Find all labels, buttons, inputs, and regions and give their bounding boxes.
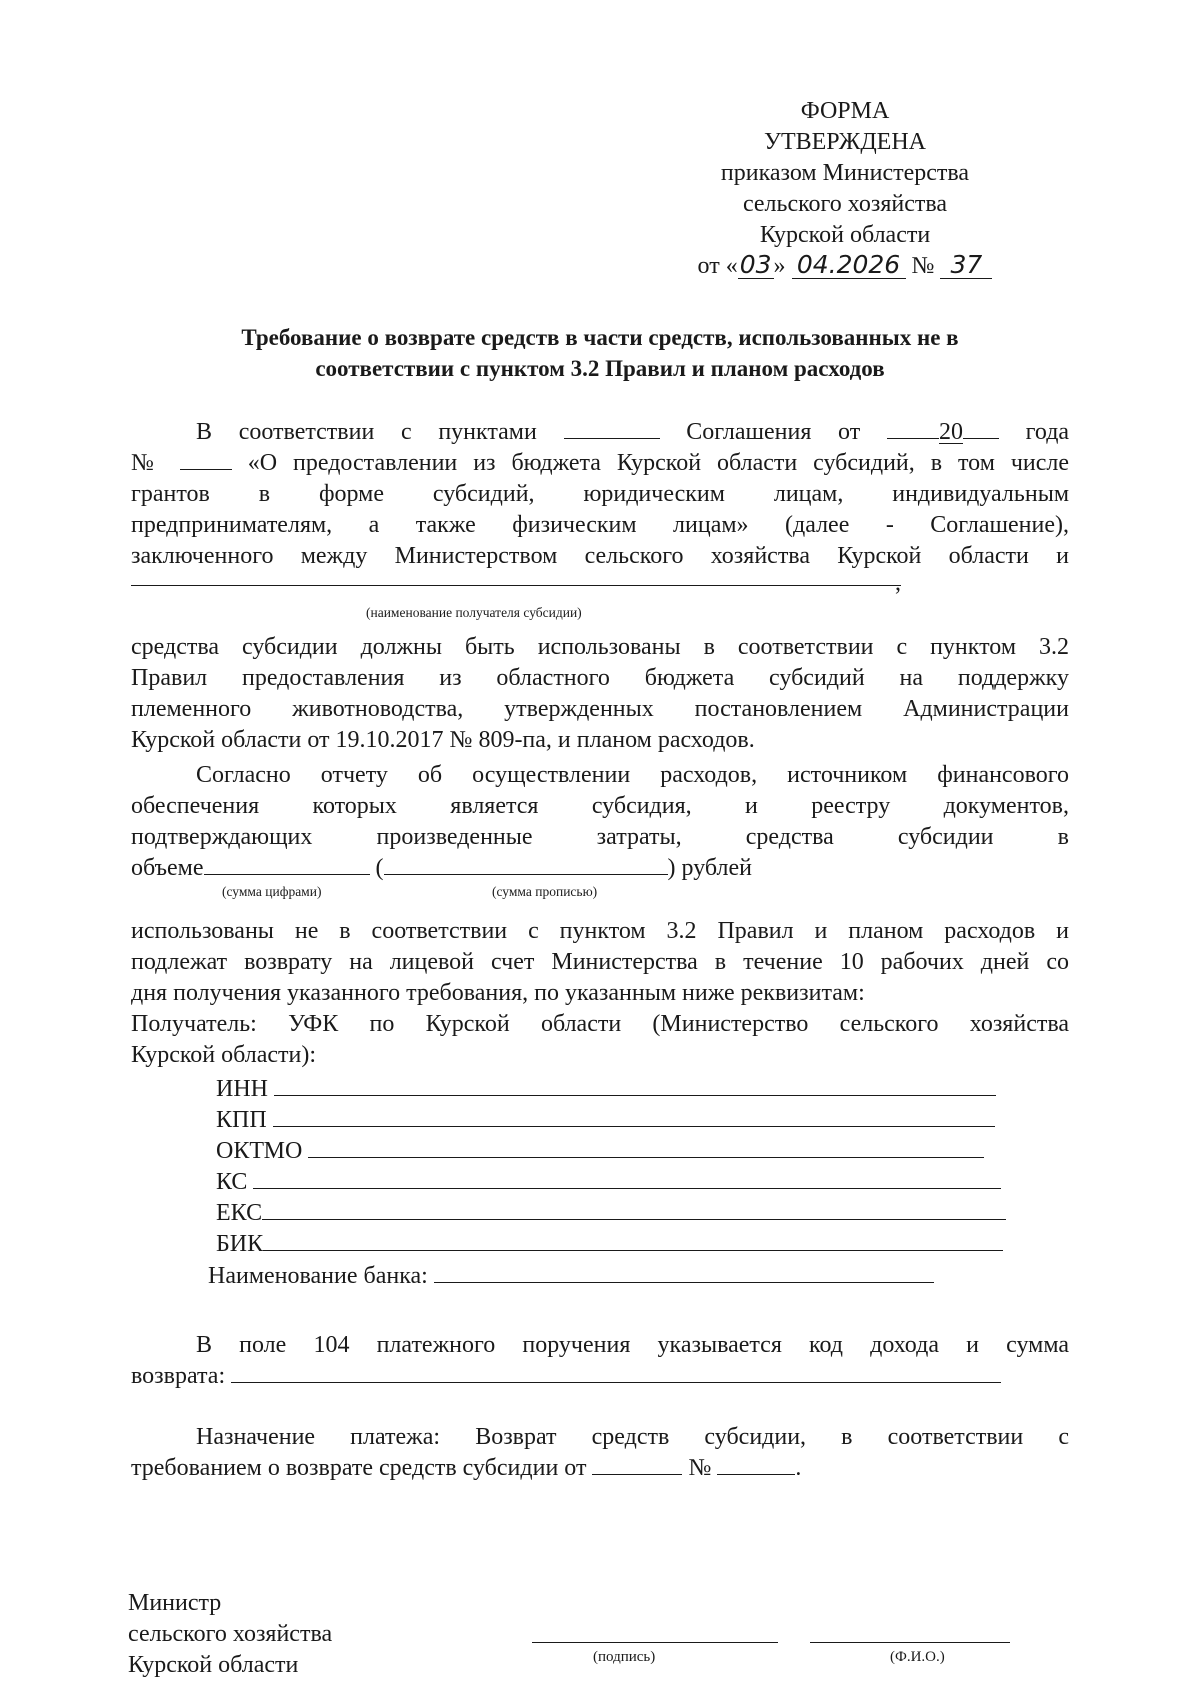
field104-line-2 <box>131 1361 1069 1392</box>
para4-line-5: Курской области): <box>131 1042 317 1068</box>
para3-line-1: Согласно отчету об осуществлении расходов, источником финансового <box>196 762 1069 788</box>
recipient-name-line <box>131 585 901 586</box>
para4-line-4: Получатель: УФК по Курской области (Министерство сельского хозяйства <box>131 1011 1069 1037</box>
para3-line-2: обеспечения которых является субсидия, и реестру документов, <box>131 793 1069 819</box>
approval-region-label: Курской области <box>759 222 931 248</box>
signature-block <box>128 1588 332 1681</box>
amount-label: объеме <box>131 855 204 881</box>
requisite-kpp-row <box>216 1104 995 1135</box>
bank-blank <box>434 1260 934 1283</box>
approval-day-handwritten: 03 <box>739 250 772 279</box>
agreement-year-prefix: 20 <box>938 419 963 445</box>
paragraph-return <box>131 916 1069 1071</box>
para2-line-2: Правил предоставления из областного бюджета субсидий на поддержку <box>131 665 1069 691</box>
para1-text-b: Соглашения от <box>686 419 861 445</box>
oktmo-label: ОКТМО <box>216 1138 303 1164</box>
recipient-comma: , <box>895 570 901 596</box>
kpp-blank <box>273 1104 995 1127</box>
signatory-title-1: Министр <box>128 1590 222 1616</box>
para1-line2-group <box>131 450 232 476</box>
agreement-year-blank <box>963 418 999 439</box>
recipient-caption: (наименование получателя субсидии) <box>366 605 582 620</box>
paragraph-agreement <box>131 417 1069 572</box>
approval-number-handwritten: 37 <box>940 252 992 279</box>
agreement-number-sign: № <box>131 450 164 476</box>
amount-words-blank <box>384 854 668 875</box>
para1-text-l2: «О предоставлении из бюджета Курской области субсидий, в том числе <box>247 450 1070 476</box>
amount-digits-blank <box>204 854 370 875</box>
purpose-number-blank <box>717 1454 795 1475</box>
title-line-1: Требование о возврате средств в части средств, использованных не в <box>241 325 959 350</box>
ks-label: КС <box>216 1169 248 1195</box>
para1-line-5: заключенного между Министерством сельского хозяйства Курской области и <box>131 543 1069 569</box>
approval-number-sign: № <box>911 253 935 279</box>
paragraph-payment-purpose <box>131 1422 1069 1484</box>
approval-order-label: приказом Министерства <box>720 160 970 186</box>
approval-block <box>680 96 1010 282</box>
approval-month-year-handwritten: 04.2026 <box>792 252 906 279</box>
field104-line-1: В поле 104 платежного поручения указывается код дохода и сумма <box>196 1332 1069 1358</box>
amount-words-caption: (сумма прописью) <box>492 884 598 899</box>
signature-line <box>532 1642 778 1643</box>
approval-quote-close: » <box>773 253 786 279</box>
signatory-title-3: Курской области <box>128 1652 299 1678</box>
para1-text-d: года <box>1025 419 1070 445</box>
agreement-year-group <box>887 419 999 445</box>
para1-text-a: В соответствии с пунктами <box>196 419 537 445</box>
approval-from-label: от « <box>697 253 738 279</box>
purpose-period: . <box>795 1455 802 1481</box>
para1-line-4: предпринимателям, а также физическим лицам» (далее - Соглашение), <box>131 512 1069 538</box>
approval-approved-label: УТВЕРЖДЕНА <box>763 129 927 155</box>
amount-currency: ) рублей <box>667 855 752 881</box>
purpose-number-sign: № <box>688 1455 712 1481</box>
amount-digits-caption: (сумма цифрами) <box>222 884 322 899</box>
para1-line-1 <box>131 417 1069 448</box>
amount-open-paren: ( <box>375 855 384 881</box>
field104-blank <box>231 1362 1001 1383</box>
eks-blank <box>262 1197 1006 1220</box>
fio-caption: (Ф.И.О.) <box>890 1649 945 1665</box>
oktmo-blank <box>308 1135 984 1158</box>
approval-ministry-label: сельского хозяйства <box>742 191 948 217</box>
para2-line-3: племенного животноводства, утвержденных постановлением Администрации <box>131 696 1069 722</box>
para1-line-3: грантов в форме субсидий, юридическим лицам, индивидуальным <box>131 481 1069 507</box>
requisite-bik-row <box>216 1228 1003 1259</box>
purpose-text: требованием о возврате средств субсидии от <box>131 1455 587 1481</box>
field104-label: возврата: <box>131 1363 226 1389</box>
purpose-line-1: Назначение платежа: Возврат средств субсидии, в соответствии с <box>196 1424 1069 1450</box>
requisite-ks-row <box>216 1166 1001 1197</box>
requisite-eks-row <box>216 1197 1006 1228</box>
approval-date-line <box>680 251 1010 282</box>
document-title <box>130 322 1070 384</box>
fio-line <box>810 1642 1010 1643</box>
paragraph-report <box>131 760 1069 884</box>
inn-blank <box>274 1073 996 1096</box>
para3-line-4 <box>131 853 1069 884</box>
kpp-label: КПП <box>216 1107 267 1133</box>
bank-label: Наименование банка: <box>208 1263 428 1289</box>
requisite-oktmo-row <box>216 1135 984 1166</box>
para2-line-1: средства субсидии должны быть использованы в соответствии с пунктом 3.2 <box>131 634 1069 660</box>
para4-line-1: использованы не в соответствии с пунктом 3.2 Правил и планом расходов и <box>131 918 1069 944</box>
purpose-line-2 <box>131 1453 1069 1484</box>
agreement-date-blank <box>887 418 939 439</box>
agreement-number-blank <box>180 449 232 470</box>
signature-caption: (подпись) <box>593 1649 656 1665</box>
requisite-bank-row <box>208 1260 934 1291</box>
inn-label: ИНН <box>216 1076 268 1102</box>
requisite-inn-row <box>216 1073 996 1104</box>
paragraph-rules <box>131 632 1069 756</box>
agreement-points-blank <box>564 418 660 439</box>
approval-form-label: ФОРМА <box>800 98 890 124</box>
para3-line-3: подтверждающих произведенные затраты, средства субсидии в <box>131 824 1069 850</box>
purpose-date-blank <box>592 1454 682 1475</box>
para4-line-2: подлежат возврату на лицевой счет Министерства в течение 10 рабочих дней со <box>131 949 1069 975</box>
title-line-2: соответствии с пунктом 3.2 Правил и планом расходов <box>315 356 885 381</box>
paragraph-field-104 <box>131 1330 1069 1392</box>
bik-label: БИК <box>216 1231 264 1257</box>
para2-line-4: Курской области от 19.10.2017 № 809-па, и планом расходов. <box>131 727 755 753</box>
eks-label: ЕКС <box>216 1200 263 1226</box>
ks-blank <box>253 1166 1001 1189</box>
bik-blank <box>263 1228 1003 1251</box>
para4-line-3: дня получения указанного требования, по указанным ниже реквизитам: <box>131 980 865 1006</box>
para1-line-2 <box>131 448 1069 479</box>
signatory-title-2: сельского хозяйства <box>128 1621 333 1647</box>
